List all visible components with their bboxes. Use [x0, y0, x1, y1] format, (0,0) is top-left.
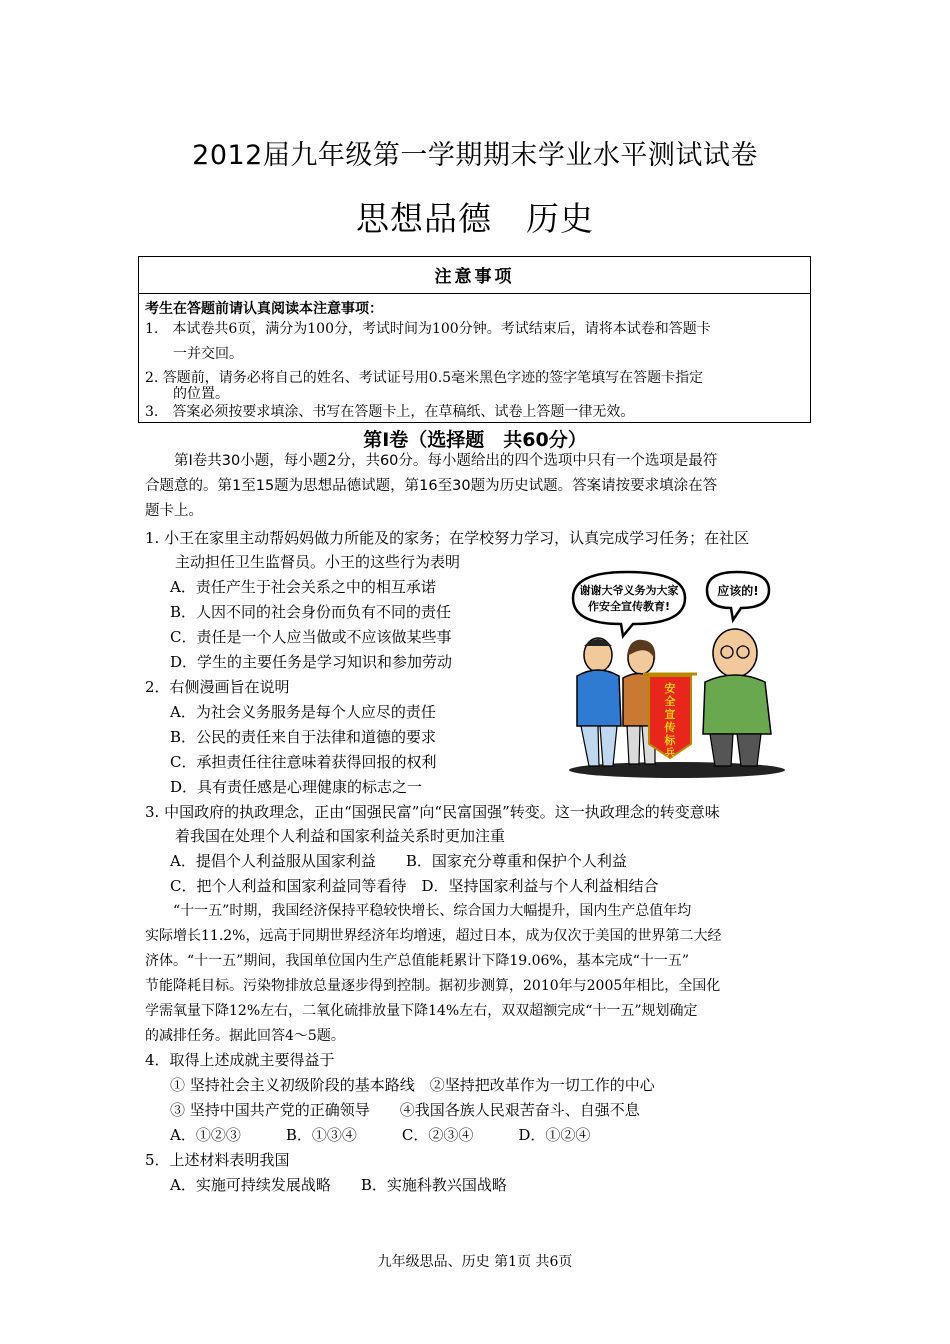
question-4-stem: 4．取得上述成就主要得益于	[145, 1051, 335, 1069]
question-2-stem: 2．右侧漫画旨在说明	[145, 678, 290, 696]
material-line-1: “十一五”时期，我国经济保持平稳较快增长、综合国力大幅提升，国内生产总值年均	[173, 903, 692, 919]
page-footer: 九年级思品、历史 第1页 共6页	[377, 1254, 573, 1270]
banner-char-6: 兵	[665, 748, 675, 759]
question-1-stem: 1. 小王在家里主动帮妈妈做力所能及的家务；在学校努力学习，认真完成学习任务；在社区	[145, 529, 750, 547]
banner-char-3: 宣	[664, 708, 676, 721]
question-1-option-c: C．责任是一个人应当做或不应该做某些事	[170, 628, 452, 646]
banner-char-4: 传	[664, 721, 676, 734]
question-2-option-b: B．公民的责任来自于法律和道德的要求	[170, 728, 437, 746]
banner-char-1: 安	[664, 682, 676, 695]
question-3-stem-cont: 着我国在处理个人利益和国家利益关系时更加注重	[145, 827, 506, 845]
notice-item-1-cont: 一并交回。	[145, 346, 243, 362]
question-1-option-a: A．责任产生于社会关系之中的相互承诺	[170, 578, 436, 596]
material-line-6: 的减排任务。据此回答4～5题。	[145, 1028, 345, 1044]
material-line-4: 节能降耗目标。污染物排放总量逐步得到控制。据初步测算，2010年与2005年相比，全国化	[145, 978, 721, 994]
question-4-options: A．①②③ B．①③④ C．②③④ D．①②④	[170, 1126, 591, 1144]
question-5-stem: 5．上述材料表明我国	[145, 1151, 290, 1169]
question-4-statements-1: ① 坚持社会主义初级阶段的基本路线 ②坚持把改革作为一切工作的中心	[170, 1076, 655, 1094]
banner-char-2: 全	[664, 695, 676, 708]
award-banner	[643, 674, 697, 759]
cartoon-illustration	[565, 558, 790, 780]
question-1-stem-cont: 主动担任卫生监督员。小王的这些行为表明	[145, 553, 461, 571]
question-3-stem: 3. 中国政府的执政理念，正由“国强民富”向“民富国强”转变。这一执政理念的转变意味	[145, 803, 720, 821]
question-2-option-d: D．具有责任感是心理健康的标志之一	[170, 778, 423, 796]
question-1-option-d: D．学生的主要任务是学习知识和参加劳动	[170, 653, 453, 671]
speech-left-line-2: 作安全宣传教育!	[587, 600, 671, 613]
figure-young-man	[577, 638, 621, 766]
question-1-option-b: B．人因不同的社会身份而负有不同的责任	[170, 603, 452, 621]
notice-title: 注意事项	[434, 267, 515, 287]
figure-old-man	[703, 629, 771, 766]
notice-divider	[139, 293, 810, 294]
notice-item-2: 2. 答题前，请务必将自己的姓名、考试证号用0.5毫米黑色字迹的签字笔填写在答题卡指定	[145, 370, 704, 386]
question-2-option-a: A．为社会义务服务是每个人应尽的责任	[170, 703, 436, 721]
speech-right-text: 应该的!	[717, 584, 759, 598]
cartoon-svg	[565, 558, 790, 780]
notice-item-2-cont: 的位置。	[145, 386, 229, 402]
question-3-options-cd: C．把个人利益和国家利益同等看待 D．坚持国家利益与个人利益相结合	[170, 877, 659, 895]
subject-title: 思想品德 历史	[356, 199, 594, 238]
section-instructions-1: 第Ⅰ卷共30小题，每小题2分，共60分。每小题给出的四个选项中只有一个选项是最符	[145, 453, 718, 469]
speech-left-line-1: 谢谢大爷义务为大家	[579, 584, 679, 597]
question-3-options-ab: A．提倡个人利益服从国家利益 B．国家充分尊重和保护个人利益	[170, 852, 627, 870]
section-instructions-3: 题卡上。	[145, 503, 203, 519]
banner-char-5: 标	[664, 734, 676, 747]
material-line-5: 学需氧量下降12%左右，二氧化硫排放量下降14%左右，双双超额完成“十一五”规划确定	[145, 1003, 698, 1019]
question-4-statements-2: ③ 坚持中国共产党的正确领导 ④我国各族人民艰苦奋斗、自强不息	[170, 1101, 640, 1119]
notice-item-1: 1. 本试卷共6页，满分为100分，考试时间为100分钟。考试结束后，请将本试卷和答题卡	[145, 321, 711, 337]
material-line-3: 济体。“十一五”期间，我国单位国内生产总值能耗累计下降19.06%，基本完成“十一五”	[145, 953, 690, 969]
notice-item-3: 3. 答案必须按要求填涂、书写在答题卡上，在草稿纸、试卷上答题一律无效。	[145, 404, 635, 420]
exam-title: 2012届九年级第一学期期末学业水平测试试卷	[192, 140, 758, 171]
notice-intro: 考生在答题前请认真阅读本注意事项：	[145, 301, 383, 317]
notice-box	[138, 256, 811, 423]
section-title: 第Ⅰ卷（选择题 共60分）	[363, 429, 587, 451]
question-5-options: A．实施可持续发展战略 B．实施科教兴国战略	[170, 1176, 507, 1194]
question-2-option-c: C．承担责任往往意味着获得回报的权利	[170, 753, 437, 771]
section-instructions-2: 合题意的。第1至15题为思想品德试题，第16至30题为历史试题。答案请按要求填涂在答	[145, 478, 718, 494]
material-line-2: 实际增长11.2%，远高于同期世界经济年均增速，超过日本，成为仅次于美国的世界第二大经	[145, 928, 722, 944]
